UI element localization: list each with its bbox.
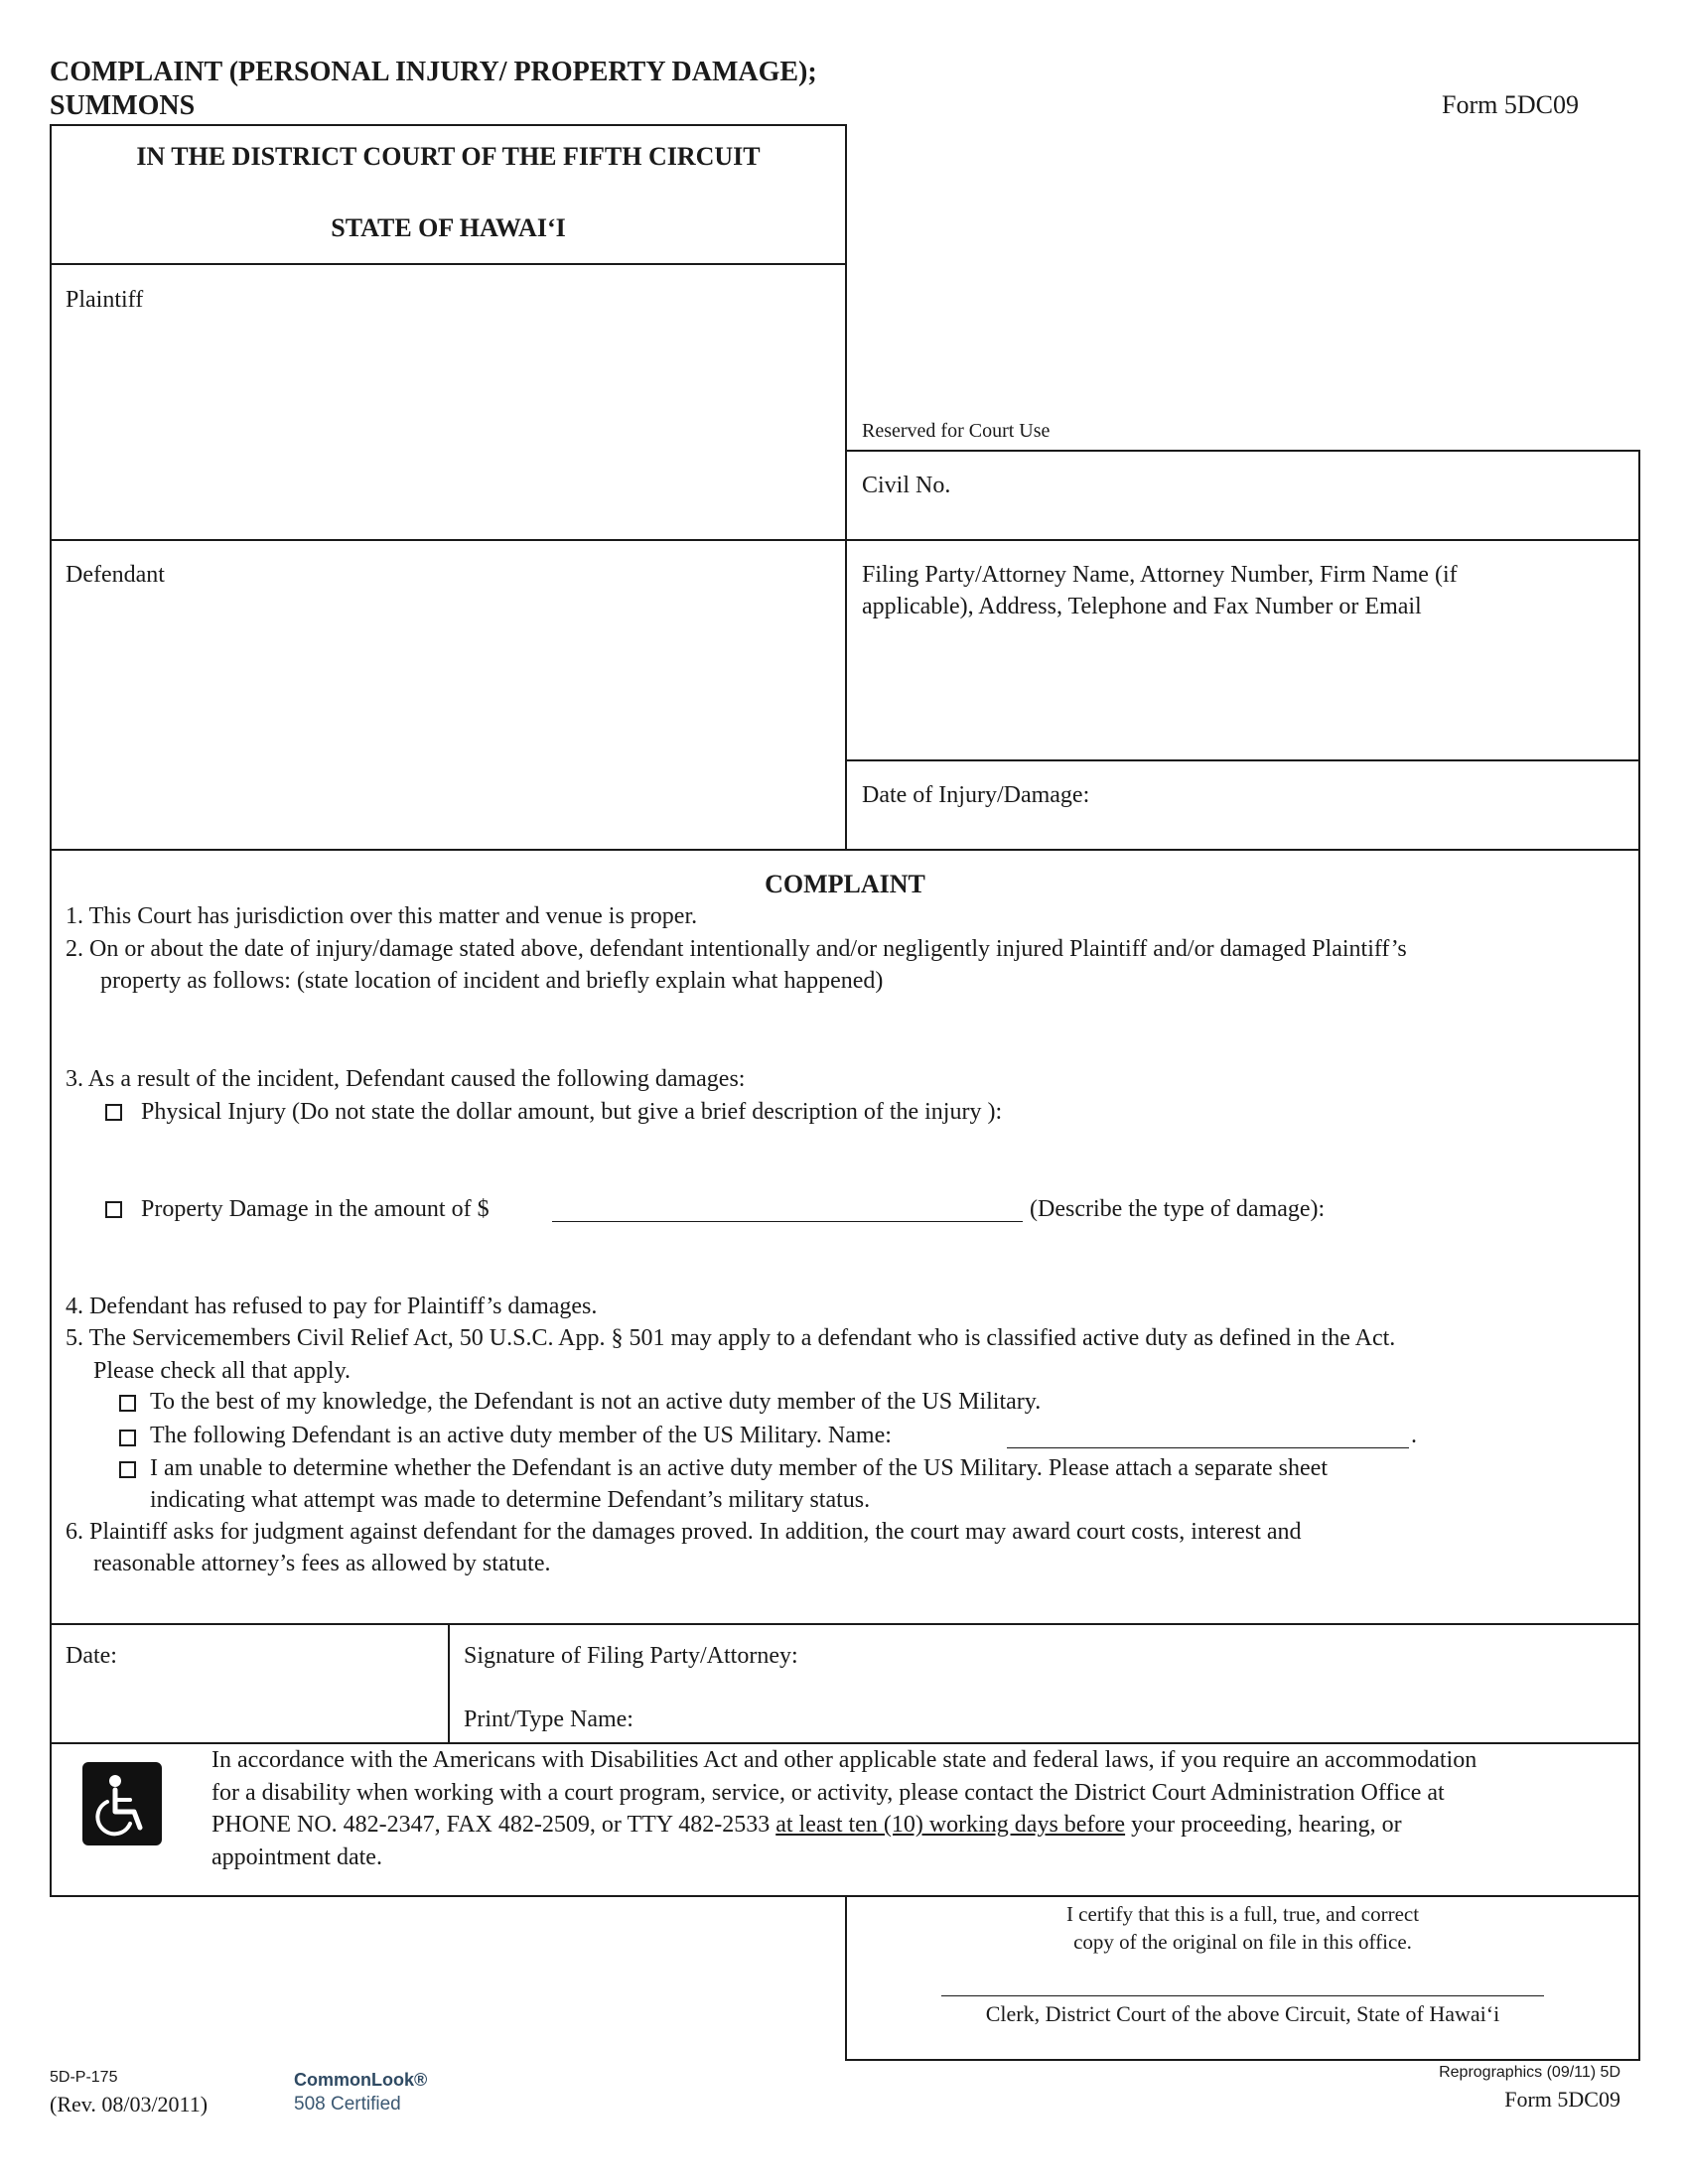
complaint-item-2-line2: property as follows: (state location of incident and briefly explain what happened)	[100, 968, 884, 994]
form-title-line2: SUMMONS	[50, 90, 196, 121]
ada-phone-numbers: PHONE NO. 482-2347, FAX 482-2509, or TTY 482-2533	[211, 1812, 771, 1838]
ada-line4: appointment date.	[211, 1844, 382, 1870]
508-certified: 508 Certified	[294, 2094, 401, 2115]
ada-deadline: at least ten (10) working days before	[775, 1812, 1126, 1838]
date-of-injury-label: Date of Injury/Damage:	[862, 782, 1090, 808]
signature-divider	[448, 1623, 450, 1744]
form-number-bottom: Form 5DC09	[1504, 2087, 1620, 2112]
plaintiff-defendant-divider	[50, 539, 847, 541]
complaint-item-4: 4. Defendant has refused to pay for Plaintiff’s damages.	[66, 1294, 598, 1319]
date-label: Date:	[66, 1643, 117, 1669]
property-damage-amount-field[interactable]	[552, 1221, 1023, 1222]
caption-divider	[50, 263, 847, 265]
unable-determine-line1: I am unable to determine whether the Defendant is an active duty member of the US Military. Please attach a separate sheet	[150, 1455, 1328, 1481]
commonlook-logo: CommonLook®	[294, 2070, 428, 2090]
complaint-item-1: 1. This Court has jurisdiction over this matter and venue is proper.	[66, 903, 698, 929]
active-duty-checkbox[interactable]	[119, 1430, 136, 1446]
ada-line1: In accordance with the Americans with Disabilities Act and other applicable state and federal laws, if you require an accommodation	[211, 1747, 1477, 1773]
complaint-item-6-line1: 6. Plaintiff asks for judgment against defendant for the damages proved. In addition, the court may award court costs, interest and	[66, 1519, 1302, 1545]
certify-line1: I certify that this is a full, true, and correct	[1065, 1902, 1420, 1926]
ada-line3-end: your proceeding, hearing, or	[1131, 1812, 1402, 1838]
not-active-duty-label: To the best of my knowledge, the Defendant is not an active duty member of the US Military.	[150, 1389, 1042, 1415]
property-damage-label: Property Damage in the amount of $	[141, 1196, 490, 1222]
filing-party-line2: applicable), Address, Telephone and Fax Number or Email	[862, 594, 1422, 619]
property-damage-checkbox[interactable]	[105, 1201, 122, 1218]
ada-line3	[211, 1809, 1402, 1841]
complaint-item-3: 3. As a result of the incident, Defendant caused the following damages:	[66, 1066, 746, 1092]
clerk-signature-line[interactable]	[941, 1995, 1544, 1996]
reserved-court-use: Reserved for Court Use	[862, 420, 1051, 442]
complaint-item-2-line1: 2. On or about the date of injury/damage stated above, defendant intentionally and/or negligently injured Plaintiff and/or damaged Plaintiff’s	[66, 936, 1407, 962]
clerk-label: Clerk, District Court of the above Circuit, State of Hawai‘i	[985, 2001, 1500, 2026]
print-name-label: Print/Type Name:	[464, 1706, 633, 1732]
form-code: 5D-P-175	[50, 2069, 118, 2086]
signature-label: Signature of Filing Party/Attorney:	[464, 1643, 798, 1669]
form-number-top: Form 5DC09	[1442, 90, 1579, 119]
unable-determine-line2: indicating what attempt was made to determine Defendant’s military status.	[150, 1487, 871, 1513]
filing-party-divider	[845, 759, 1640, 761]
complaint-item-5-line2: Please check all that apply.	[93, 1358, 352, 1384]
physical-injury-label: Physical Injury (Do not state the dollar amount, but give a brief description of the injury ):	[141, 1099, 1003, 1125]
form-title-line1: COMPLAINT (PERSONAL INJURY/ PROPERTY DAMAGE);	[50, 57, 817, 87]
complaint-item-5-line1: 5. The Servicemembers Civil Relief Act, 50 U.S.C. App. § 501 may apply to a defendant who is classified active duty as defined in the Act.	[66, 1325, 1396, 1351]
certify-line2: copy of the original on file in this office.	[1073, 1930, 1412, 1954]
revision-date: (Rev. 08/03/2011)	[50, 2092, 209, 2116]
active-duty-period: .	[1411, 1423, 1417, 1448]
active-duty-name-field[interactable]	[1007, 1447, 1409, 1448]
unable-determine-checkbox[interactable]	[119, 1461, 136, 1478]
court-name: IN THE DISTRICT COURT OF THE FIFTH CIRCUIT	[136, 142, 761, 171]
civil-no-divider	[845, 539, 1640, 541]
defendant-label: Defendant	[66, 562, 165, 588]
court-state: STATE OF HAWAI‘I	[331, 213, 566, 242]
complaint-heading: COMPLAINT	[765, 870, 925, 898]
not-active-duty-checkbox[interactable]	[119, 1395, 136, 1412]
signature-box	[50, 1623, 1640, 1744]
complaint-item-6-line2: reasonable attorney’s fees as allowed by statute.	[93, 1551, 551, 1576]
active-duty-label: The following Defendant is an active duty member of the US Military. Name:	[150, 1423, 892, 1448]
plaintiff-label: Plaintiff	[66, 287, 144, 313]
physical-injury-checkbox[interactable]	[105, 1104, 122, 1121]
property-damage-describe: (Describe the type of damage):	[1030, 1196, 1326, 1222]
wheelchair-icon	[82, 1762, 162, 1845]
reprographics: Reprographics (09/11) 5D	[1439, 2064, 1620, 2081]
civil-no-label: Civil No.	[862, 473, 951, 498]
filing-party-line1: Filing Party/Attorney Name, Attorney Number, Firm Name (if	[862, 562, 1458, 588]
ada-line2: for a disability when working with a court program, service, or activity, please contact the District Court Administration Office at	[211, 1780, 1445, 1806]
